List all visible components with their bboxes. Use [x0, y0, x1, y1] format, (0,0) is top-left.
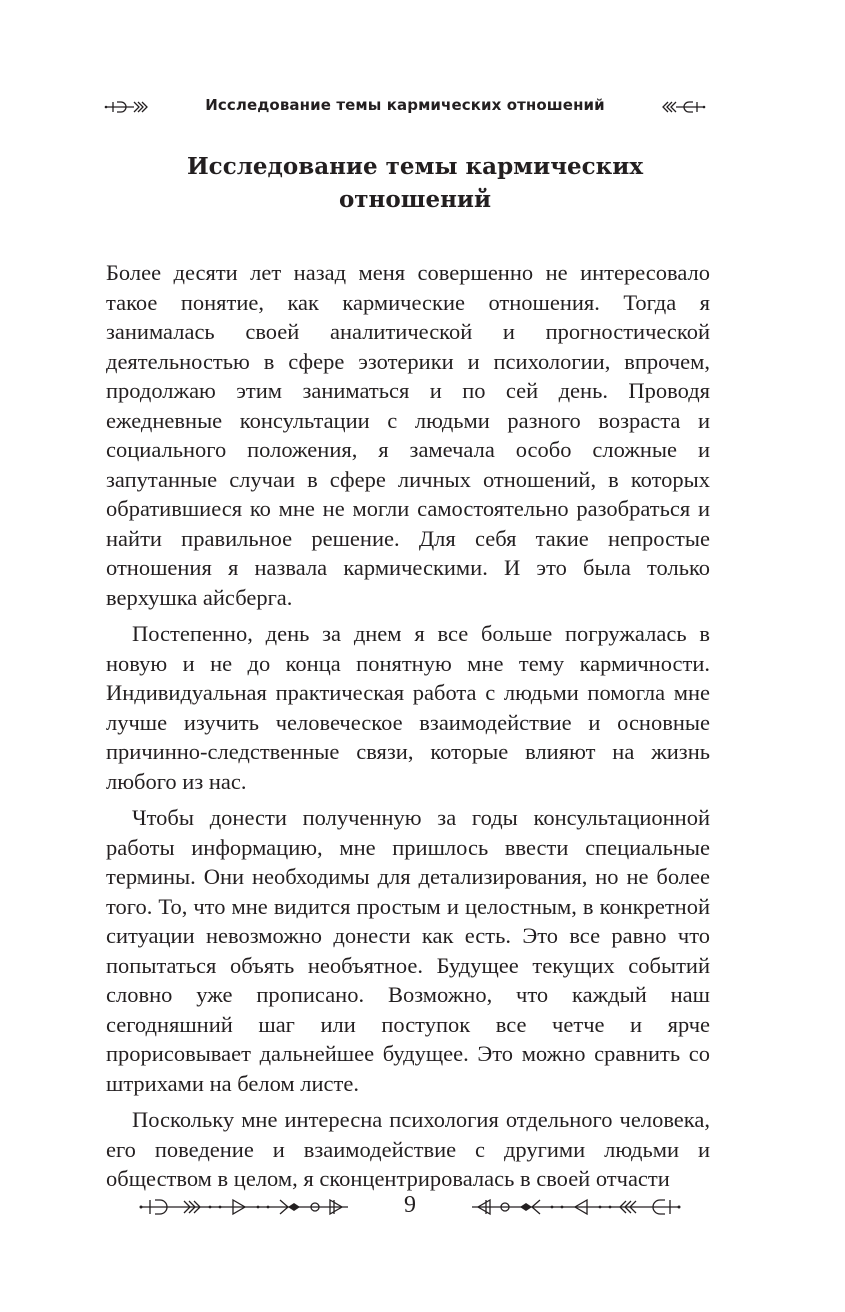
paragraph-3: Чтобы донести полученную за годы консультационной работы информацию, мне пришлось ввести специальные термины. Они необходимы для детализирования, но не более того. То, что мне видится простым и целостным, в конкретной ситуации невозможно донести как есть. Это все равно что попытаться объять необъятное. Будущее текущих событий словно уже прописано. Возможно, что каждый наш сегодняшний шаг или поступок все четче и ярче прорисовывает дальнейшее будущее. Это можно сравнить со штрихами на белом листе. [106, 805, 710, 1096]
paragraph-2: Постепенно, день за днем я все больше погружалась в новую и не до конца понятную мне тему кармичности. Индивидуальная практическая работа с людьми помогла мне лучше изучить человеческое взаимодействие и основные причинно-следственные связи, которые влияют на жизнь любого из нас. [106, 621, 710, 794]
page-footer [130, 1192, 690, 1222]
paragraph-1: Более десяти лет назад меня совершенно не интересовало такое понятие, как кармические отношения. Тогда я занималась своей аналитической и прогностической деятельностью в сфере эзотерики и психологии, впрочем, продолжаю этим заниматься и по сей день. Проводя ежедневные консультации с людьми разного возраста и социального положения, я замечала особо сложные и запутанные случаи в сфере личных отношений, в которых обратившиеся ко мне не могли самостоятельно разобраться и найти правильное решение. Для себя такие непростые отношения я назвала кармическими. И это была только верхушка айсберга. [106, 260, 710, 610]
chapter-title [140, 150, 690, 216]
page-number: 9 [404, 1192, 416, 1218]
chapter-title-line-1: Исследование темы кармических [186, 153, 644, 180]
running-title: Исследование темы кармических отношений [205, 96, 605, 114]
running-header [100, 94, 710, 120]
arrow-left-ornament-icon [658, 99, 706, 115]
chapter-title-line-2: отношений [338, 186, 492, 213]
paragraph-4: Поскольку мне интересна психология отдельного человека, его поведение и взаимодействие с другими людьми и обществом в целом, я сконцентрировалась в своей отчасти [106, 1107, 710, 1191]
decorative-arrow-border-icon [467, 1194, 682, 1220]
body-text [106, 258, 710, 1201]
